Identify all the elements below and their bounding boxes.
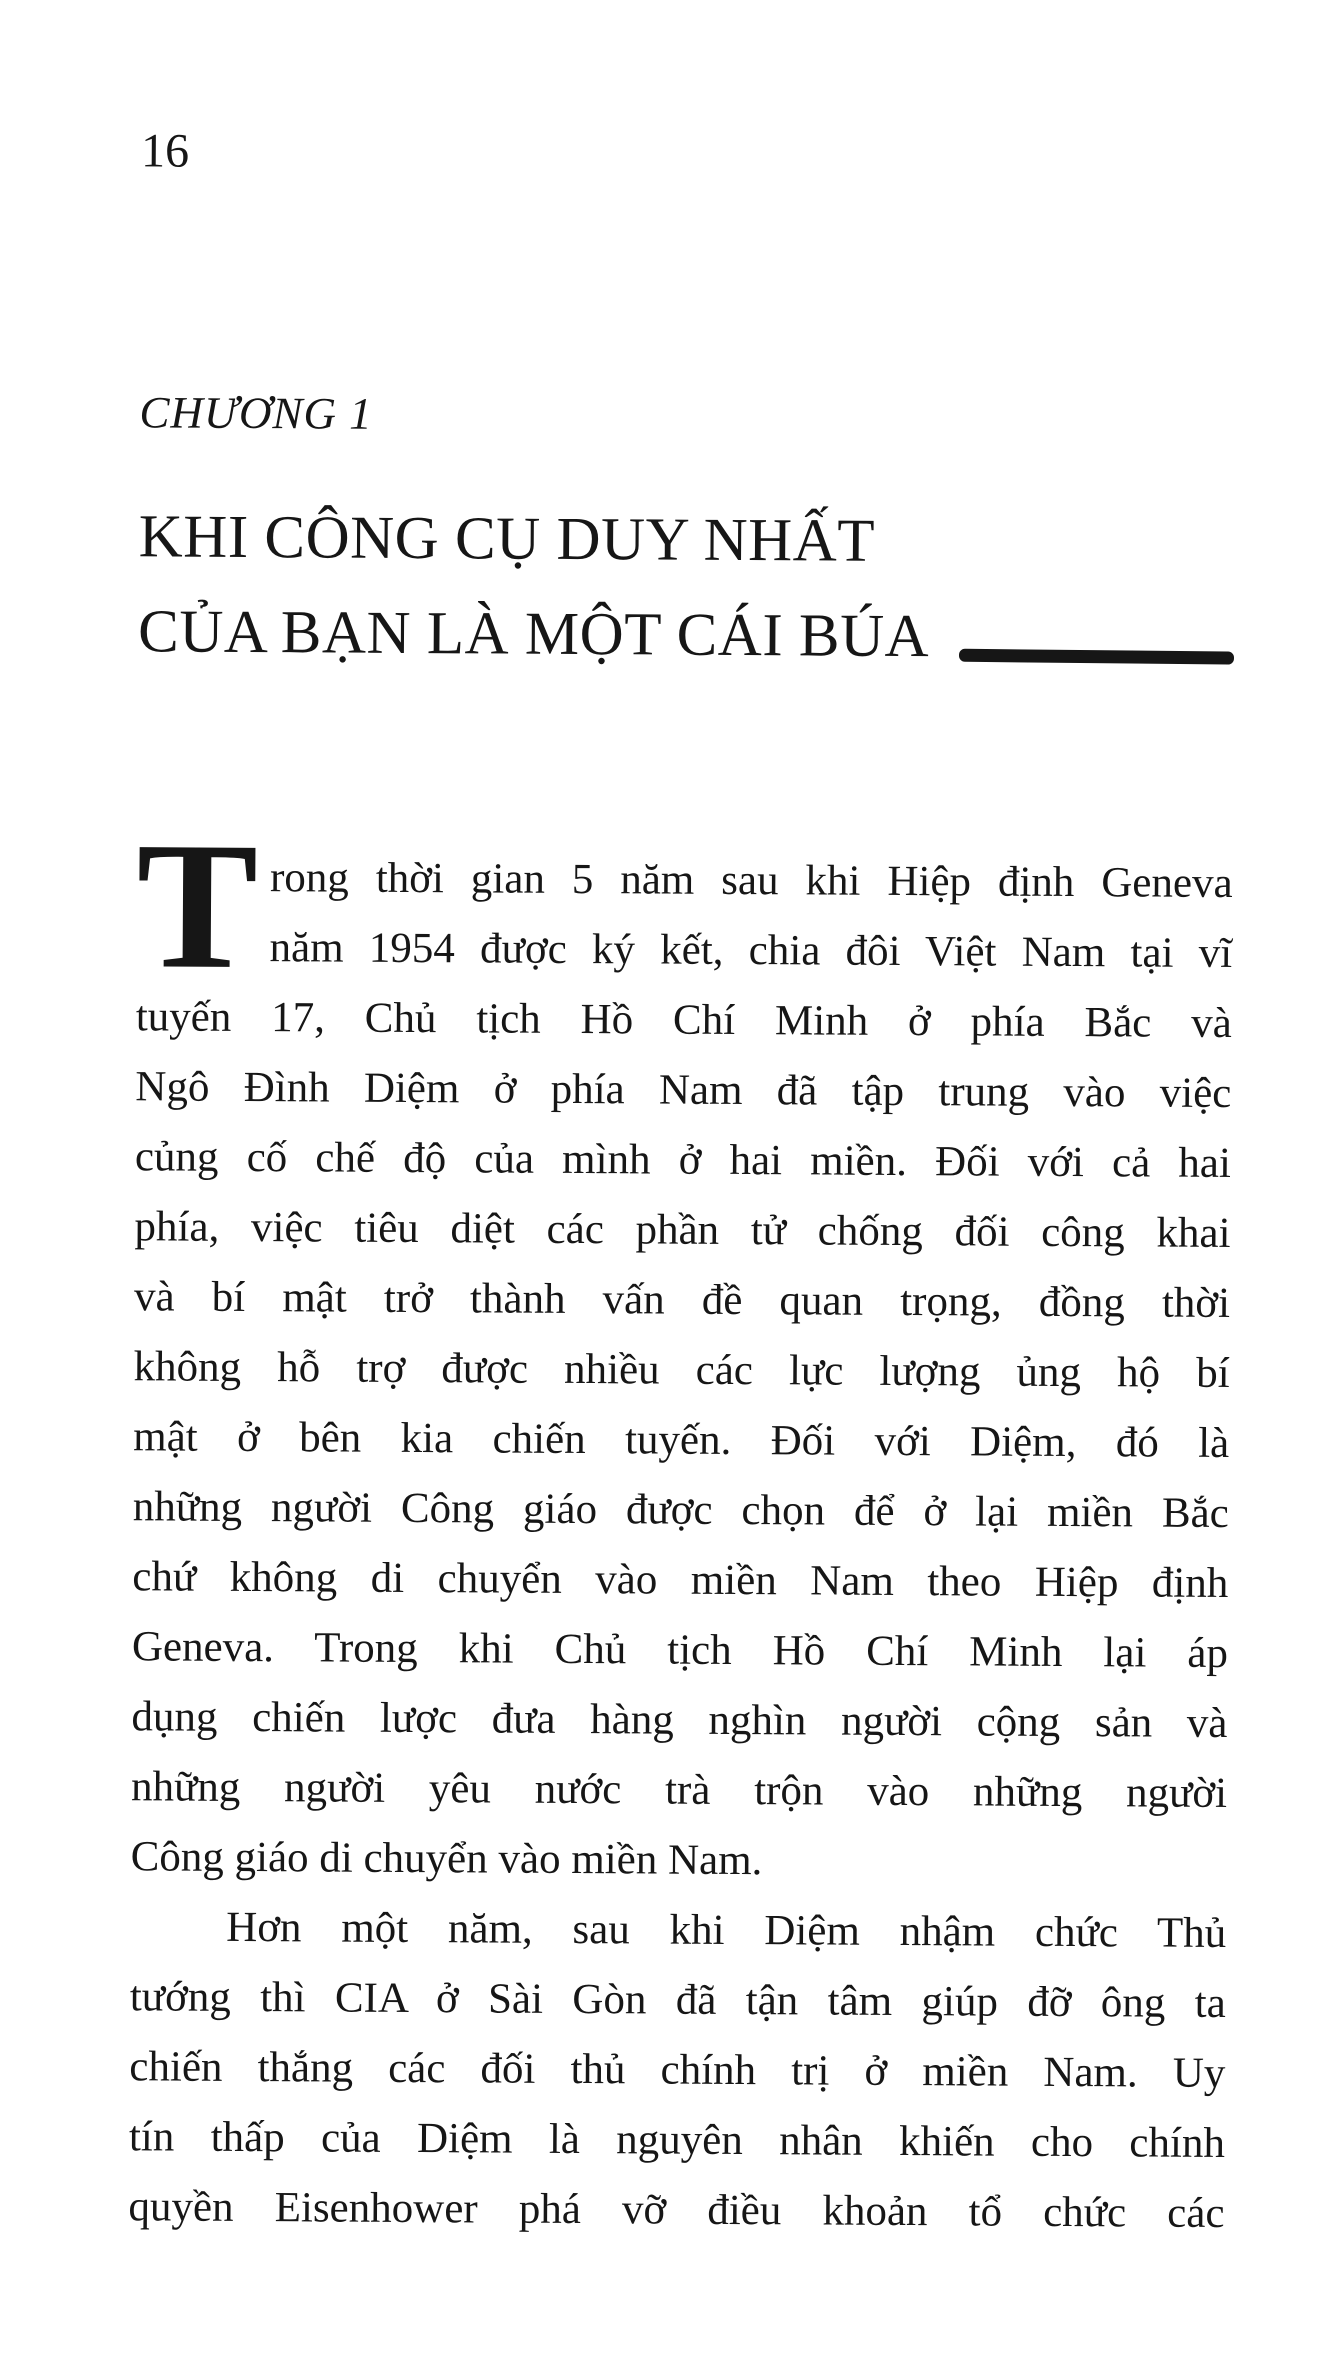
body-line: rong thời gian 5 năm sau khi Hiệp định Geneva (269, 854, 1233, 908)
body-line-paragraph-start: Hơn một năm, sau khi Diệm nhậm chức Thủ (226, 1903, 1227, 1957)
body-line: chiến thắng các đối thủ chính trị ở miền Nam. Uy (129, 2043, 1226, 2097)
page-number: 16 (140, 124, 190, 178)
body-line: những người Công giáo được chọn để ở lại miền Bắc (132, 1483, 1229, 1537)
drop-cap: T (135, 805, 259, 1008)
paragraph-1-head (135, 805, 1233, 1008)
dropcap-adjacent-lines (269, 843, 1232, 989)
chapter-label: CHƯƠNG 1 (139, 387, 373, 439)
body-line: và bí mật trở thành vấn đề quan trọng, đồng thời (133, 1273, 1231, 1327)
body-line: những người yêu nước trà trộn vào những người (130, 1763, 1228, 1817)
body-line: Geneva. Trong khi Chủ tịch Hồ Chí Minh lại áp (131, 1623, 1229, 1677)
body-line: tuyến 17, Chủ tịch Hồ Chí Minh ở phía Bắc và (135, 993, 1232, 1047)
chapter-title (138, 489, 1235, 686)
body-line: củng cố chế độ của mình ở hai miền. Đối với cả hai (134, 1133, 1232, 1187)
title-rule-divider (959, 649, 1234, 665)
body-line: không hỗ trợ được nhiều các lực lượng ủng hộ bí (133, 1343, 1230, 1397)
body-line: mật ở bên kia chiến tuyến. Đối với Diệm, đó là (133, 1413, 1230, 1467)
body-line: Ngô Đình Diệm ở phía Nam đã tập trung vào việc (135, 1063, 1232, 1117)
body-line: năm 1954 được ký kết, chia đôi Việt Nam tại vĩ (269, 924, 1233, 977)
body-line-paragraph-end: Công giáo di chuyển vào miền Nam. (130, 1833, 763, 1885)
page-content (128, 0, 1238, 2249)
body-line: tín thấp của Diệm là nguyên nhân khiến cho chính (128, 2113, 1226, 2167)
body-line: quyền Eisenhower phá vỡ điều khoản tổ chức các (128, 2183, 1225, 2237)
chapter-title-row2 (138, 584, 1235, 686)
chapter-title-line1: KHI CÔNG CỤ DUY NHẤT (138, 503, 876, 575)
body-line: chứ không di chuyển vào miền Nam theo Hiệp định (132, 1553, 1229, 1607)
body-line: dụng chiến lược đưa hàng nghìn người cộng sản và (131, 1693, 1228, 1747)
body-text (128, 805, 1233, 2249)
body-line: tướng thì CIA ở Sài Gòn đã tận tâm giúp đỡ ông ta (129, 1973, 1226, 2027)
body-line: phía, việc tiêu diệt các phần tử chống đối công khai (134, 1203, 1231, 1257)
chapter-title-line2: CỦA BẠN LÀ MỘT CÁI BÚA (137, 598, 930, 671)
